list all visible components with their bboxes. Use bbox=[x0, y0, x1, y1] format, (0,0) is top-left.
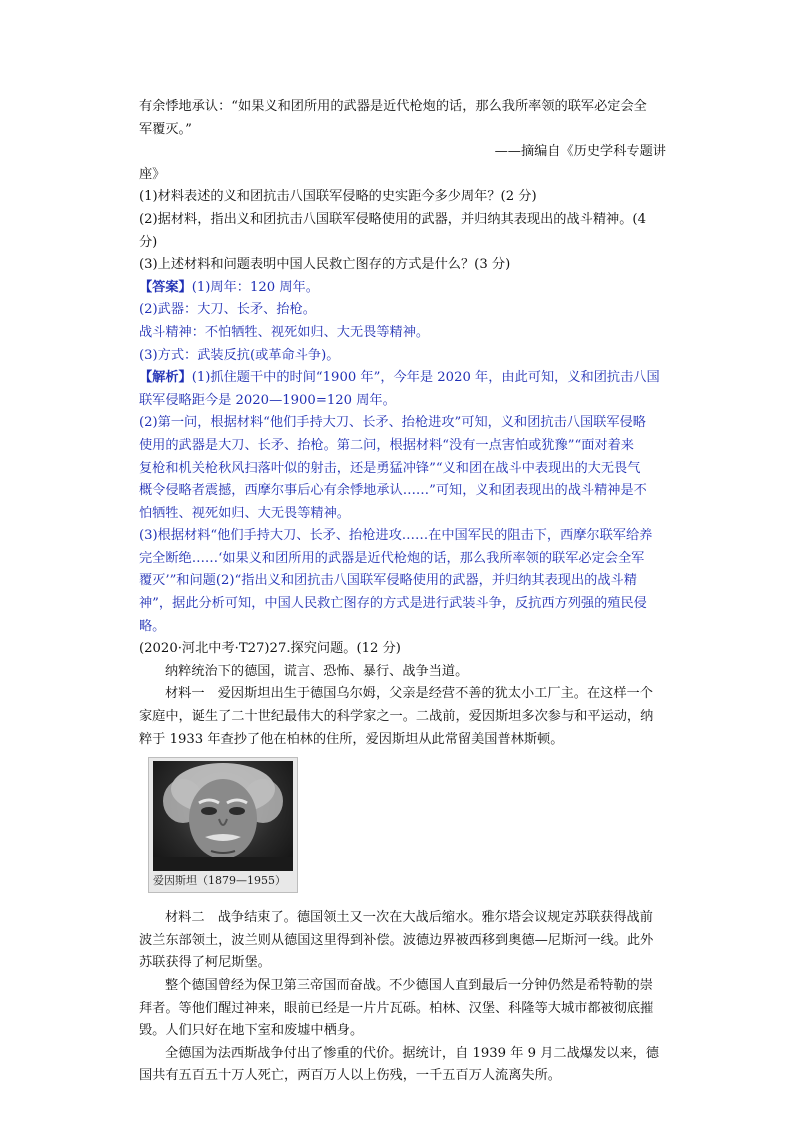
question-header: (2020·河北中考·T27)27.探究问题。(12 分) bbox=[139, 641, 401, 657]
question-1: (1)材料表述的义和团抗击八国联军侵略的史实距今多少周年？(2 分) bbox=[139, 189, 537, 205]
explanation-line: 怕牺牲、视死如归、大无畏等精神。 bbox=[139, 505, 350, 521]
einstein-photo bbox=[148, 757, 298, 893]
explanation-line: 概令侵略者震撼，西摩尔事后心有余悸地承认……”可知，义和团表现出的战斗精神是不 bbox=[139, 483, 647, 499]
answer-line-2: (2)武器：大刀、长矛、抬枪。 bbox=[139, 302, 316, 318]
answer-line-1: 【答案】(1)周年：120 周年。 bbox=[139, 279, 319, 295]
material-2-cont: 苏联获得了柯尼斯堡。 bbox=[139, 955, 271, 971]
text-line: 军覆灭。” bbox=[139, 121, 192, 137]
text-line: 有余悸地承认：“如果义和团所用的武器是近代枪炮的话，那么我所率领的联军必定会全 bbox=[139, 99, 647, 114]
material-1-cont: 家庭中，诞生了二十世纪最伟大的科学家之一。二战前，爱因斯坦多次参与和平运动，纳 bbox=[139, 709, 654, 725]
source-citation-end: 座》 bbox=[139, 166, 166, 182]
answer-line-3: 战斗精神：不怕牺牲、视死如归、大无畏等精神。 bbox=[139, 324, 430, 340]
portrait-illustration bbox=[153, 761, 293, 871]
explanation-line: 【解析】(1)抓住题干中的时间“1900 年”，今年是 2020 年，由此可知，义和团抗击八国 bbox=[139, 370, 660, 386]
explanation-line: 略。 bbox=[139, 618, 166, 634]
portrait-image bbox=[153, 761, 293, 871]
explanation-line: 覆灭’”和问题(2)“指出义和团抗击八国联军侵略使用的武器，并归纳其表现出的战斗精 bbox=[139, 573, 637, 589]
material-2-cont: 波兰东部领土，波兰则从德国这里得到补偿。波德边界被西移到奥德—尼斯河一线。此外 bbox=[139, 932, 654, 948]
explanation-line: 完全断绝……‘如果义和团所用的武器是近代枪炮的话，那么我所率领的联军必定会全军 bbox=[139, 550, 645, 566]
question-2-cont: 分) bbox=[139, 234, 158, 250]
explanation-line: (2)第一问，根据材料“他们手持大刀、长矛、抬枪进攻”可知，义和团抗击八国联军侵略 bbox=[139, 415, 646, 431]
paragraph-cont: 国共有五百五十万人死亡，两百万人以上伤残，一千五百万人流离失所。 bbox=[139, 1068, 561, 1084]
explanation-line: 复枪和机关枪秋风扫落叶似的射击，还是勇猛冲锋”“义和团在战斗中表现出的大无畏气 bbox=[139, 460, 641, 476]
paragraph-cont: 拜者。等他们醒过神来，眼前已经是一片片瓦砾。柏林、汉堡、科隆等大城市都被彻底摧 bbox=[139, 1000, 654, 1016]
explanation-line: 使用的武器是大刀、长矛、抬枪。第二问，根据材料“没有一点害怕或犹豫”“面对着来 bbox=[139, 437, 634, 453]
source-citation: ——摘编自《历史学科专题讲 bbox=[494, 144, 666, 160]
question-2: (2)据材料，指出义和团抗击八国联军侵略使用的武器，并归纳其表现出的战斗精神。(4 bbox=[139, 211, 646, 227]
document-page bbox=[139, 96, 666, 1088]
answer-line-4: (3)方式：武装反抗(或革命斗争)。 bbox=[139, 347, 340, 363]
paragraph: 纳粹统治下的德国，谎言、恐怖、暴行、战争当道。 bbox=[165, 663, 469, 679]
paragraph: 全德国为法西斯战争付出了惨重的代价。据统计，自 1939 年 9 月二战爆发以来，德 bbox=[165, 1045, 659, 1061]
explanation-line: 神”，据此分析可知，中国人民救亡图存的方式是进行武装斗争，反抗西方列强的殖民侵 bbox=[139, 596, 647, 612]
photo-caption: 爱因斯坦（1879—1955） bbox=[153, 874, 286, 888]
explanation-line: (3)根据材料“他们手持大刀、长矛、抬枪进攻……在中国军民的阻击下，西摩尔联军给养 bbox=[139, 528, 653, 544]
explanation-line: 联军侵略距今是 2020—1900=120 周年。 bbox=[139, 392, 396, 408]
material-1-cont: 粹于 1933 年查抄了他在柏林的住所，爱因斯坦从此常留美国普林斯顿。 bbox=[139, 731, 564, 747]
material-2: 材料二 战争结束了。德国领土又一次在大战后缩水。雅尔塔会议规定苏联获得战前 bbox=[165, 910, 653, 926]
answer-tag: 【答案】 bbox=[139, 279, 192, 295]
explanation-tag: 【解析】 bbox=[139, 370, 192, 386]
question-3: (3)上述材料和问题表明中国人民救亡图存的方式是什么？(3 分) bbox=[139, 257, 511, 273]
material-1: 材料一 爱因斯坦出生于德国乌尔姆，父亲是经营不善的犹太小工厂主。在这样一个 bbox=[165, 686, 653, 702]
paragraph-cont: 毁。人们只好在地下室和废墟中栖身。 bbox=[139, 1023, 364, 1039]
paragraph: 整个德国曾经为保卫第三帝国而奋战。不少德国人直到最后一分钟仍然是希特勒的崇 bbox=[165, 978, 653, 993]
